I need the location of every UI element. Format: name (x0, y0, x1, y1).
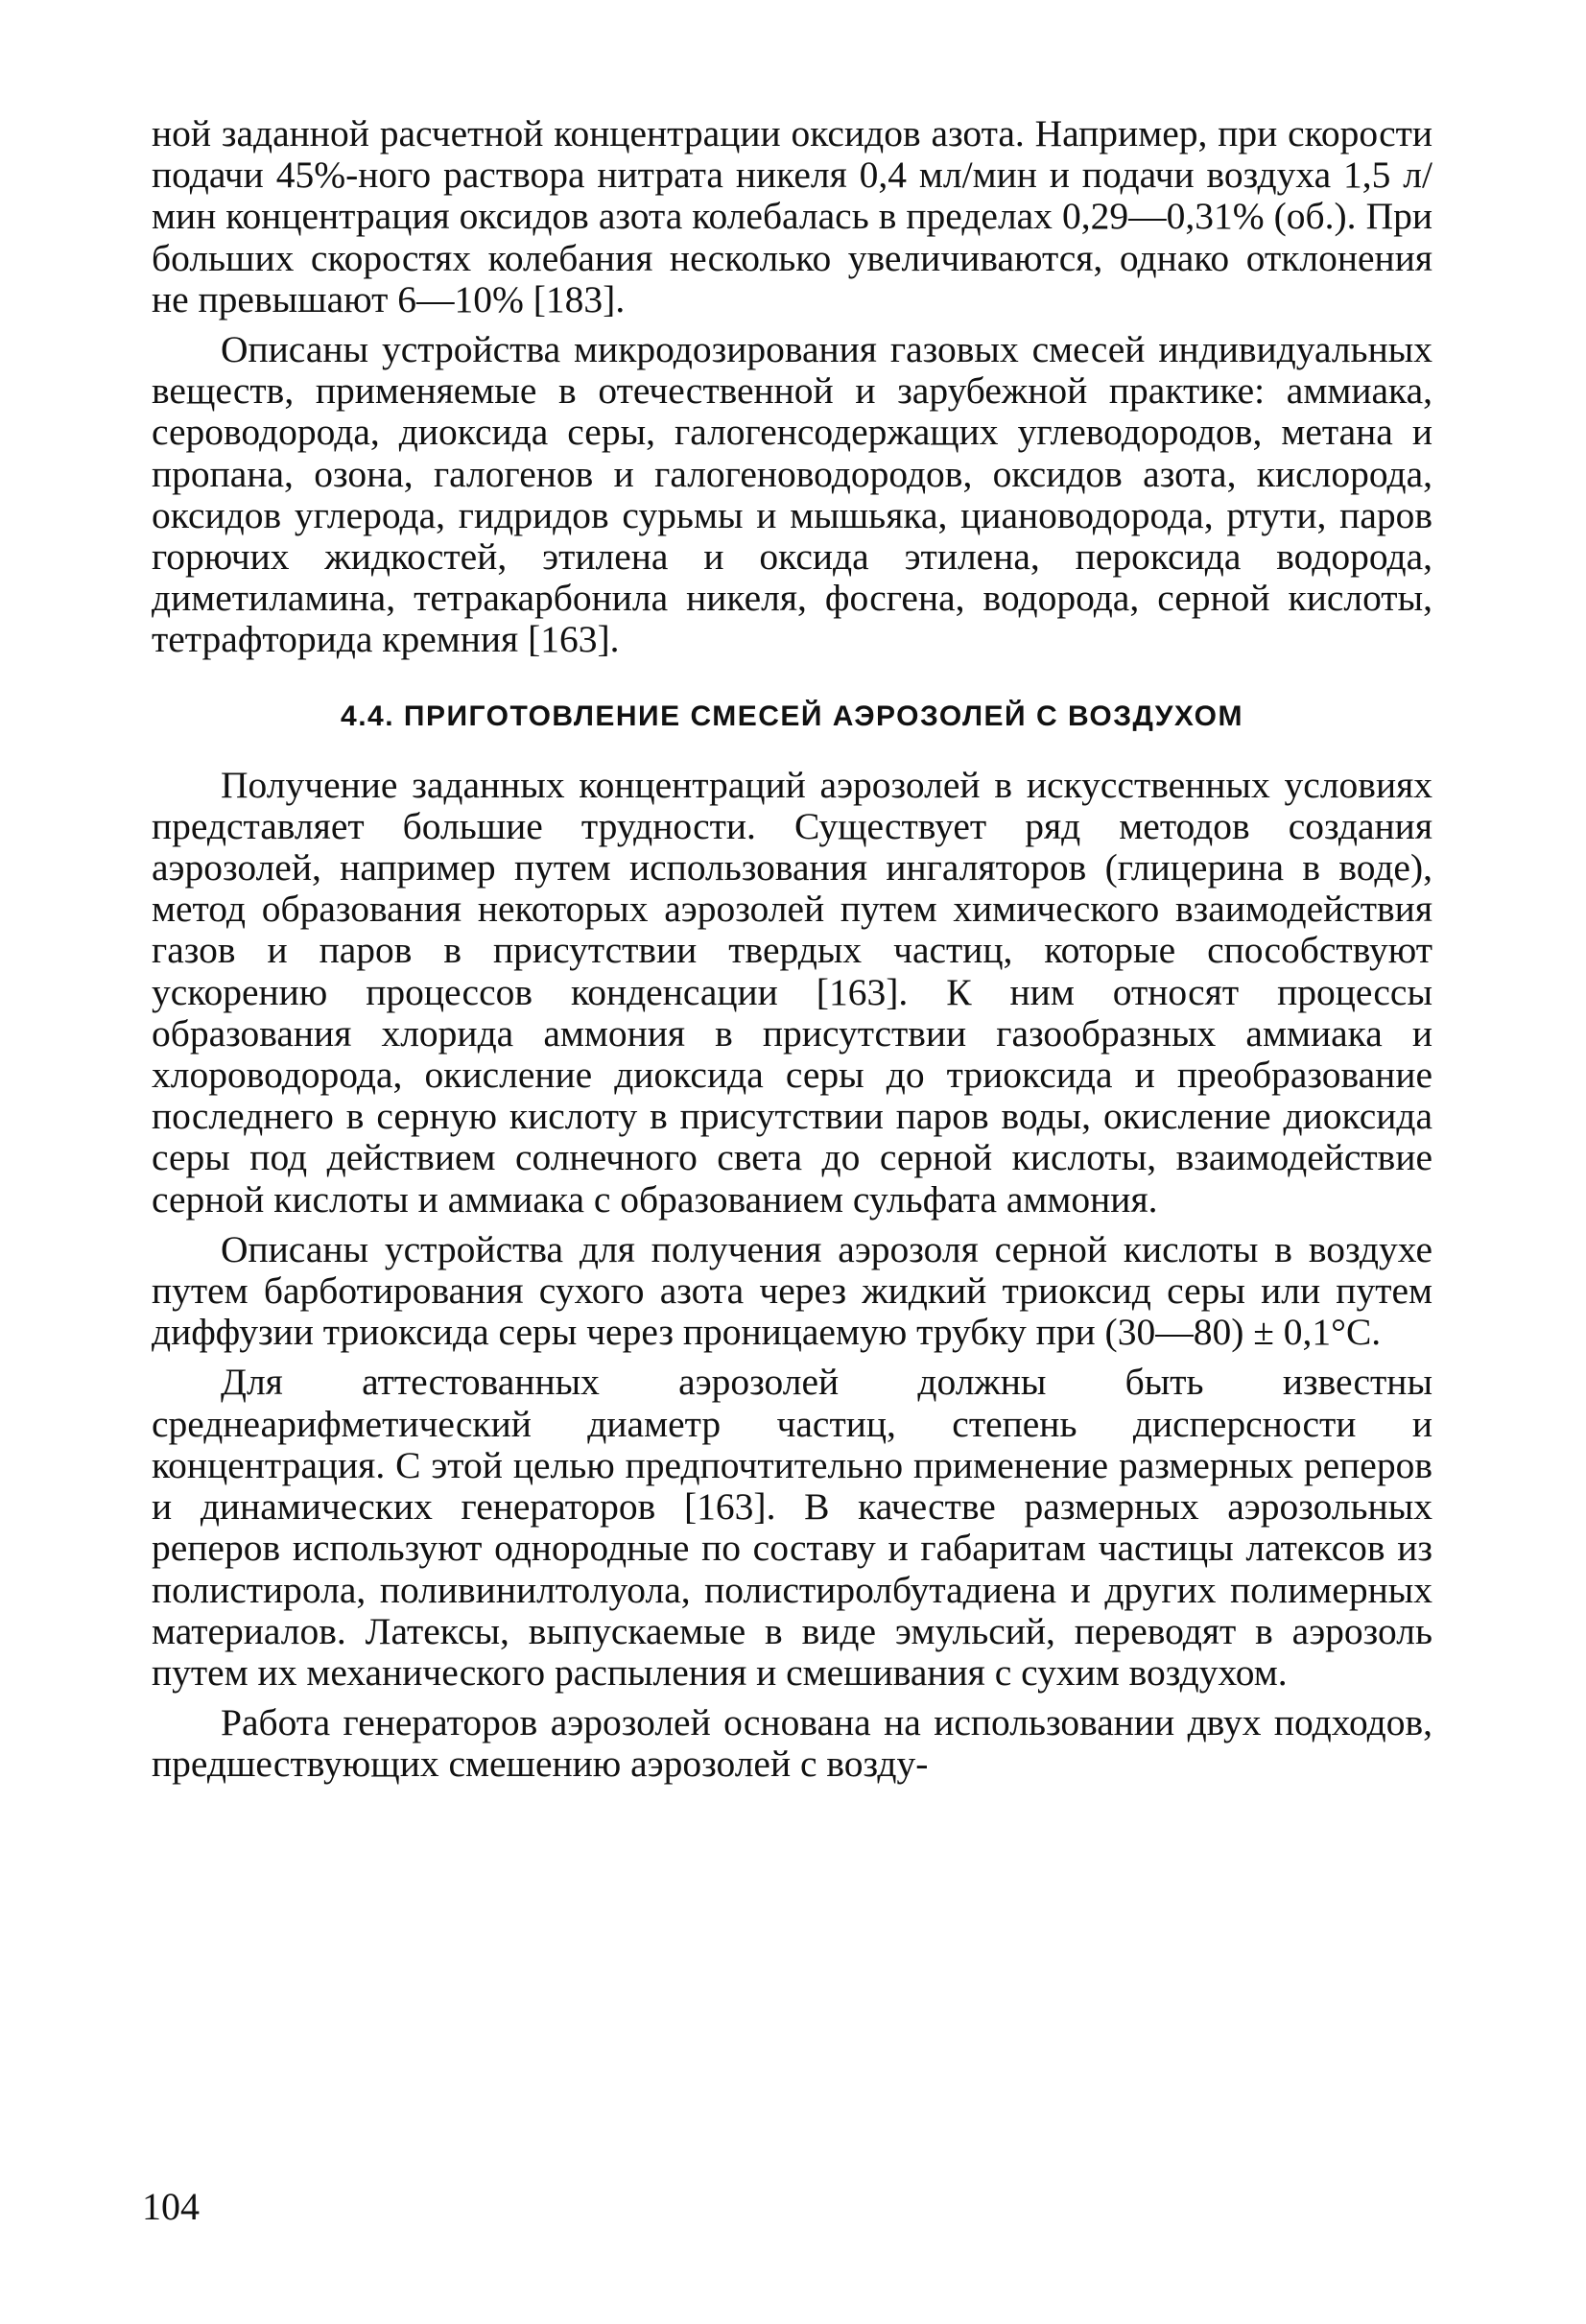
page-content (152, 113, 1432, 1786)
section-heading: 4.4. ПРИГОТОВЛЕНИЕ СМЕСЕЙ АЭРОЗОЛЕЙ С ВОЗДУХОМ (341, 700, 1243, 732)
page-number: 104 (142, 2185, 200, 2228)
paragraph-sulfuric-acid-aerosol: Описаны устройства для получения аэрозоля серной кислоты в воздухе путем барботирования сухого азота через жидкий триоксид серы или путем диффузии триоксида серы через проницаемую трубку при (30—80) ± 0,1°С. (152, 1227, 1432, 1354)
paragraph-continuation: ной заданной расчетной концентрации оксидов азота. Например, при скорости подачи 45%-ного раствора нитрата никеля 0,4 мл/мин и подачи воздуха 1,5 л/мин концентрация оксидов азота колебалась в пределах 0,29—0,31% (об.). При больших скоростях колебания несколько увеличиваются, однако отклонения не превышают 6—10% [183]. (152, 112, 1432, 320)
paragraph-certified-aerosols: Для аттестованных аэрозолей должны быть известны среднеарифметический диаметр частиц, степень дисперсности и концентрация. С этой целью предпочтительно применение размерных реперов и динамических генераторов [163]. В качестве размерных аэрозольных реперов используют однородные по составу и габаритам частицы латексов из полистирола, поливинилтолуола, полистиролбутадиена и других полимерных материалов. Латексы, выпускаемые в виде эмульсий, переводят в аэрозоль путем их механического распыления и смешивания с сухим воздухом. (152, 1361, 1432, 1694)
paragraph-microdosing: Описаны устройства микродозирования газовых смесей индивидуальных веществ, применяемые в отечественной и зарубежной практике: аммиака, сероводорода, диоксида серы, галогенсодержащих углеводородов, метана и пропана, озона, галогенов и галогеноводородов, оксидов азота, кислорода, оксидов углерода, гидридов сурьмы и мышьяка, циановодорода, ртути, паров горючих жидкостей, этилена и оксида этилена, пероксида водорода, диметиламина, тетракарбонила никеля, фосгена, водорода, серной кислоты, тетрафторида кремния [163]. (152, 328, 1432, 661)
paragraph-generators: Работа генераторов аэрозолей основана на использовании двух подходов, предшествующих смешению аэрозолей с возду- (152, 1701, 1432, 1786)
paragraph-aerosol-preparation: Получение заданных концентраций аэрозолей в искусственных условиях представляет большие трудности. Существует ряд методов создания аэрозолей, например путем использования ингаляторов (глицерина в воде), метод образования некоторых аэрозолей путем химического взаимодействия газов и паров в присутствии твердых частиц, которые способствуют ускорению процессов конденсации [163]. К ним относят процессы образования хлорида аммония в присутствии газообразных аммиака и хлороводорода, окисление диоксида серы до триоксида и преобразование последнего в серную кислоту в присутствии паров воды, окисление диоксида серы под действием солнечного света до серной кислоты, взаимодействие серной кислоты и аммиака с образованием сульфата аммония. (152, 763, 1432, 1221)
